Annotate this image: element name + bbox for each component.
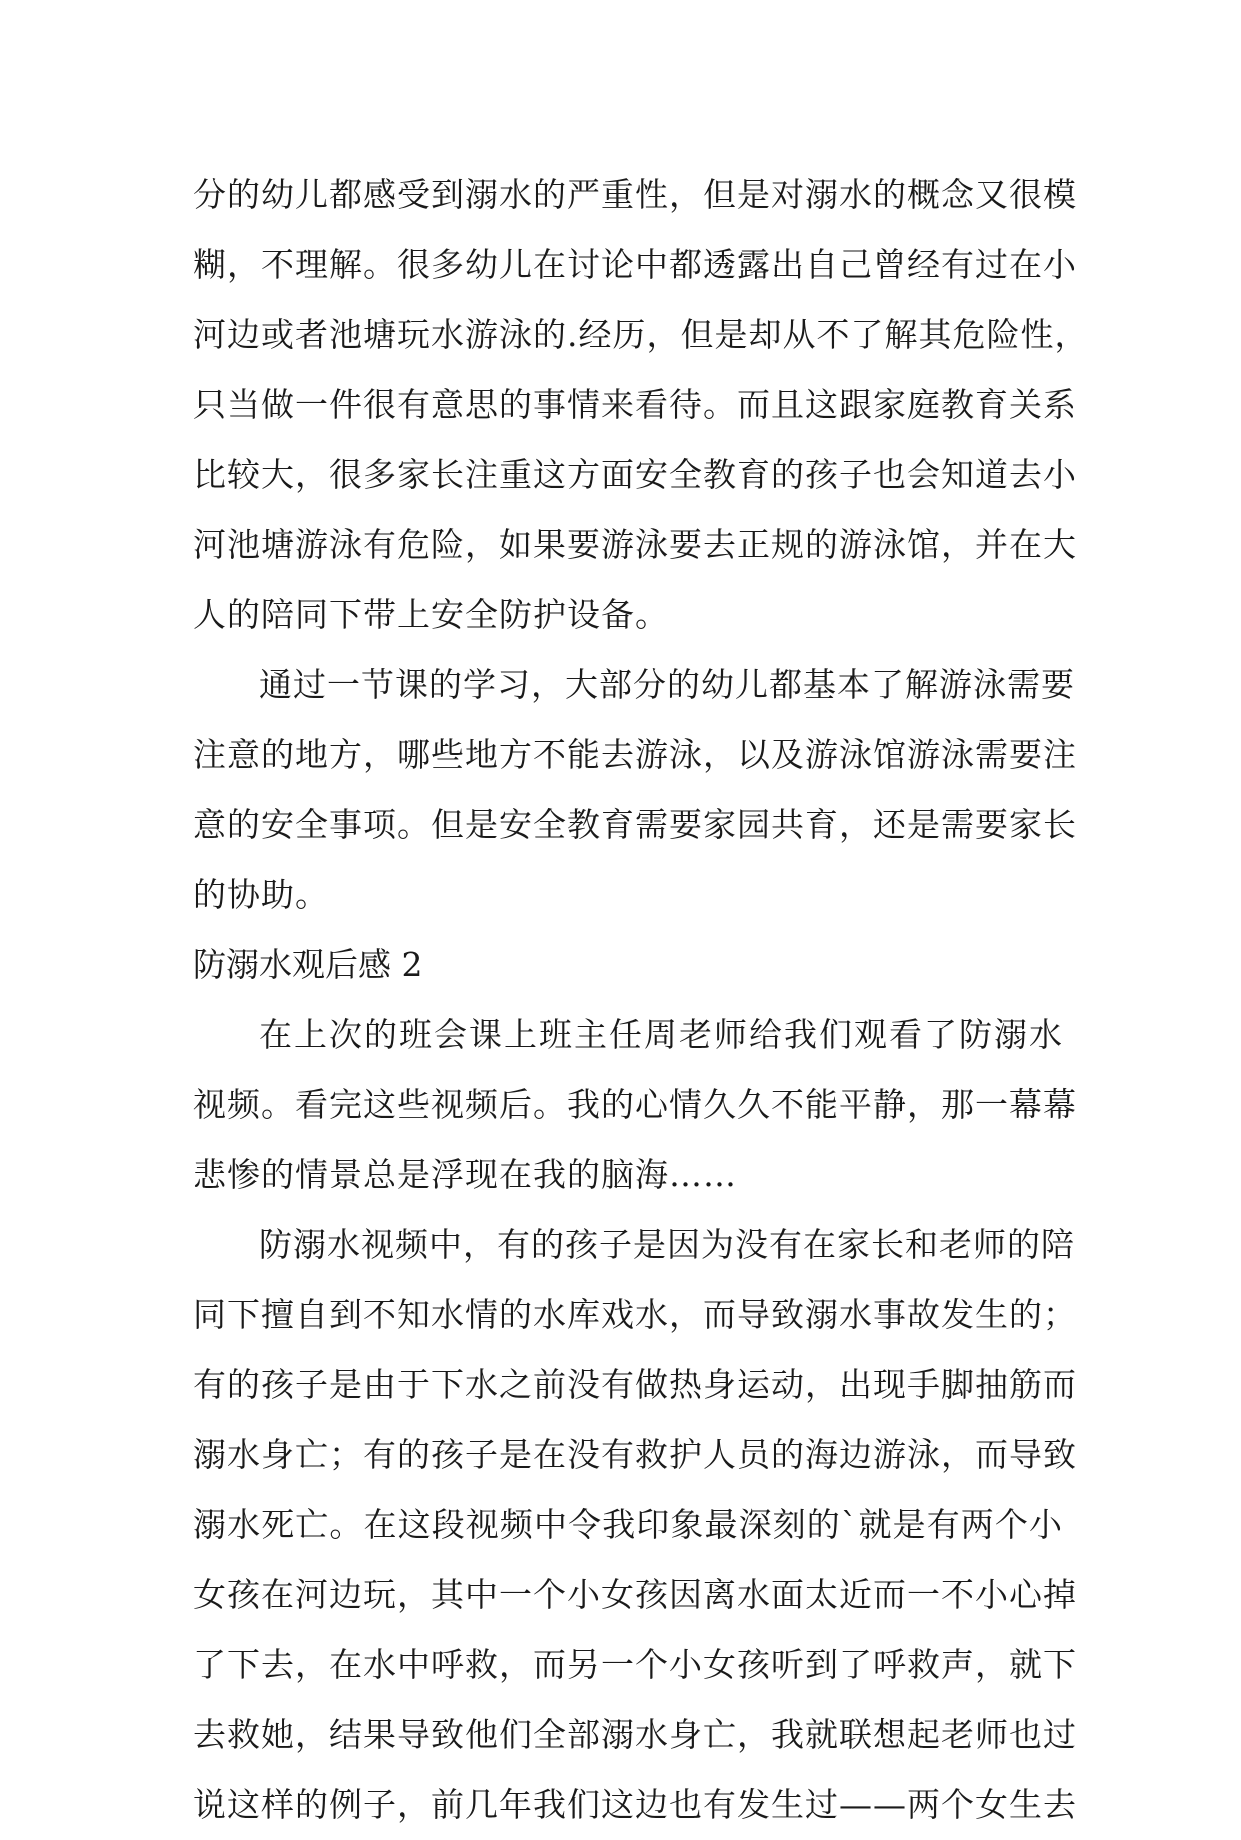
document-body xyxy=(193,160,1089,1840)
text-line: 分的幼儿都感受到溺水的严重性，但是对溺水的概念又很模 xyxy=(193,175,1077,214)
text-line: 有的孩子是由于下水之前没有做热身运动，出现手脚抽筋而 xyxy=(193,1365,1077,1404)
text-line: 说这样的例子，前几年我们这边也有发生过——两个女生去 xyxy=(193,1785,1077,1824)
text-line: 女孩在河边玩，其中一个小女孩因离水面太近而一不小心掉 xyxy=(193,1575,1077,1614)
text-line: 悲惨的情景总是浮现在我的脑海…… xyxy=(193,1155,737,1194)
section-heading: 防溺水观后感 2 xyxy=(193,945,423,984)
text-line: 河边或者池塘玩水游泳的.经历，但是却从不了解其危险性， xyxy=(193,315,1089,354)
paragraph-first-line: 在上次的班会课上班主任周老师给我们观看了防溺水 xyxy=(259,1015,1063,1054)
text-line: 视频。看完这些视频后。我的心情久久不能平静，那一幕幕 xyxy=(193,1085,1077,1124)
text-line: 的协助。 xyxy=(193,875,329,914)
text-line: 糊，不理解。很多幼儿在讨论中都透露出自己曾经有过在小 xyxy=(193,245,1077,284)
text-line: 注意的地方，哪些地方不能去游泳，以及游泳馆游泳需要注 xyxy=(193,735,1077,774)
text-line: 溺水死亡。在这段视频中令我印象最深刻的`就是有两个小 xyxy=(193,1505,1063,1544)
text-line: 比较大，很多家长注重这方面安全教育的孩子也会知道去小 xyxy=(193,455,1077,494)
text-line: 同下擅自到不知水情的水库戏水，而导致溺水事故发生的； xyxy=(193,1295,1077,1334)
text-line: 人的陪同下带上安全防护设备。 xyxy=(193,595,669,634)
text-line: 去救她，结果导致他们全部溺水身亡，我就联想起老师也过 xyxy=(193,1715,1077,1754)
text-line: 只当做一件很有意思的事情来看待。而且这跟家庭教育关系 xyxy=(193,385,1077,424)
paragraph-first-line: 防溺水视频中，有的孩子是因为没有在家长和老师的陪 xyxy=(259,1225,1075,1264)
text-line: 溺水身亡；有的孩子是在没有救护人员的海边游泳，而导致 xyxy=(193,1435,1077,1474)
text-line: 了下去，在水中呼救，而另一个小女孩听到了呼救声，就下 xyxy=(193,1645,1077,1684)
text-line: 河池塘游泳有危险，如果要游泳要去正规的游泳馆，并在大 xyxy=(193,525,1077,564)
paragraph-first-line: 通过一节课的学习，大部分的幼儿都基本了解游泳需要 xyxy=(259,665,1075,704)
text-line: 意的安全事项。但是安全教育需要家园共育，还是需要家长 xyxy=(193,805,1077,844)
